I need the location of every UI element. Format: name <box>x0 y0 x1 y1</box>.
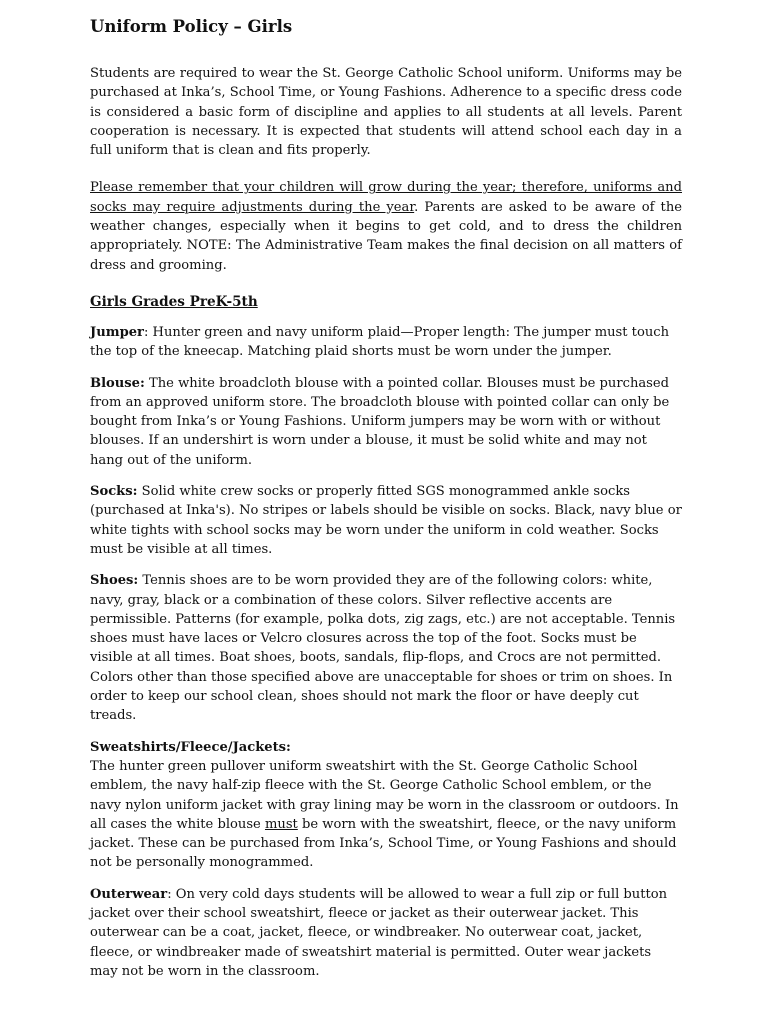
blouse-section <box>90 374 682 470</box>
intro-paragraph: Students are required to wear the St. George Catholic School uniform. Uniforms may be purchased at Inka’s, School Time, or Young Fashions. Adherence to a specific dress code is considered a basic form of discipline and applies to all students at all levels. Parent cooperation is necessary. It is expected that students will attend school each day in a full uniform that is clean and fits properly. <box>90 66 682 159</box>
sweatshirts-label: Sweatshirts/Fleece/Jackets: <box>90 739 291 755</box>
reminder-paragraph <box>90 178 682 274</box>
shoes-text: Tennis shoes are to be worn provided they are of the following colors: white, navy, gray, black or a combination of these colors. Silver reflective accents are permissible. Patterns (for example, polka dots, zig zags, etc.) are not acceptable. Tennis shoes must have laces or Velcro closures across the top of the foot. Socks must be visible at all times. Boat shoes, boots, sandals, flip-flops, and Crocs are not permitted. Colors other than those specified above are unacceptable for shoes or trim on shoes. In order to keep our school clean, shoes should not mark the floor or have deeply cut treads. <box>90 573 676 724</box>
spacer <box>90 160 682 178</box>
outerwear-text: : On very cold days students will be allowed to wear a full zip or full button jacket over their school sweatshirt, fleece or jacket as their outerwear jacket. This outerwear can be a coat, jacket, fleece, or windbreaker. No outerwear coat, jacket, fleece, or windbreaker made of sweatshirt material is permitted. Outer wear jackets may not be worn in the classroom. <box>90 886 668 979</box>
outerwear-section <box>90 885 682 981</box>
sweatshirts-section <box>90 738 682 873</box>
jumper-text: : Hunter green and navy uniform plaid—Proper length: The jumper must touch the top of the kneecap. Matching plaid shorts must be worn under the jumper. <box>90 324 670 360</box>
shoes-section <box>90 571 682 725</box>
jumper-label: Jumper <box>90 324 144 340</box>
sweatshirts-text-after: be worn with the sweatshirt, fleece, or the navy uniform jacket. These can be purchased from Inka’s, School Time, or Young Fashions and should not be personally monogrammed. <box>90 816 677 871</box>
socks-label: Socks: <box>90 484 138 500</box>
outerwear-label: Outerwear <box>90 886 168 902</box>
reminder-underlined-text: Please remember that your children will grow during the year; therefore, uniforms and socks may require adjustments during the year <box>90 180 682 215</box>
jumper-section <box>90 323 682 362</box>
shoes-label: Shoes: <box>90 573 139 589</box>
blouse-label: Blouse: <box>90 375 145 391</box>
document-page <box>90 16 682 993</box>
reminder-rest-text: . Parents are asked to be aware of the weather changes, especially when it begins to get cold, and to dress the children appropriately. NOTE: The Administrative Team makes the final decision on all matters of dress and grooming. <box>90 199 683 273</box>
socks-section <box>90 482 682 559</box>
sweatshirts-emphasis: must <box>264 816 298 832</box>
page-title: Uniform Policy – Girls <box>90 17 293 36</box>
socks-text: Solid white crew socks or properly fitted SGS monogrammed ankle socks (purchased at Inka's). No stripes or labels should be visible on socks. Black, navy blue or white tights with school socks may be worn under the uniform in cold weather. Socks must be visible at all times. <box>90 484 682 557</box>
sweatshirts-text-before: The hunter green pullover uniform sweatshirt with the St. George Catholic School emblem, the navy half-zip fleece with the St. George Catholic School emblem, or the navy nylon uniform jacket with gray lining may be worn in the classroom or outdoors. In all cases the white blouse <box>90 758 679 832</box>
blouse-text: The white broadcloth blouse with a pointed collar. Blouses must be purchased from an approved uniform store. The broadcloth blouse with pointed collar can only be bought from Inka’s or Young Fashions. Uniform jumpers may be worn with or without blouses. If an undershirt is worn under a blouse, it must be solid white and may not hang out of the uniform. <box>90 375 670 468</box>
grade-heading: Girls Grades PreK-5th <box>90 293 258 310</box>
